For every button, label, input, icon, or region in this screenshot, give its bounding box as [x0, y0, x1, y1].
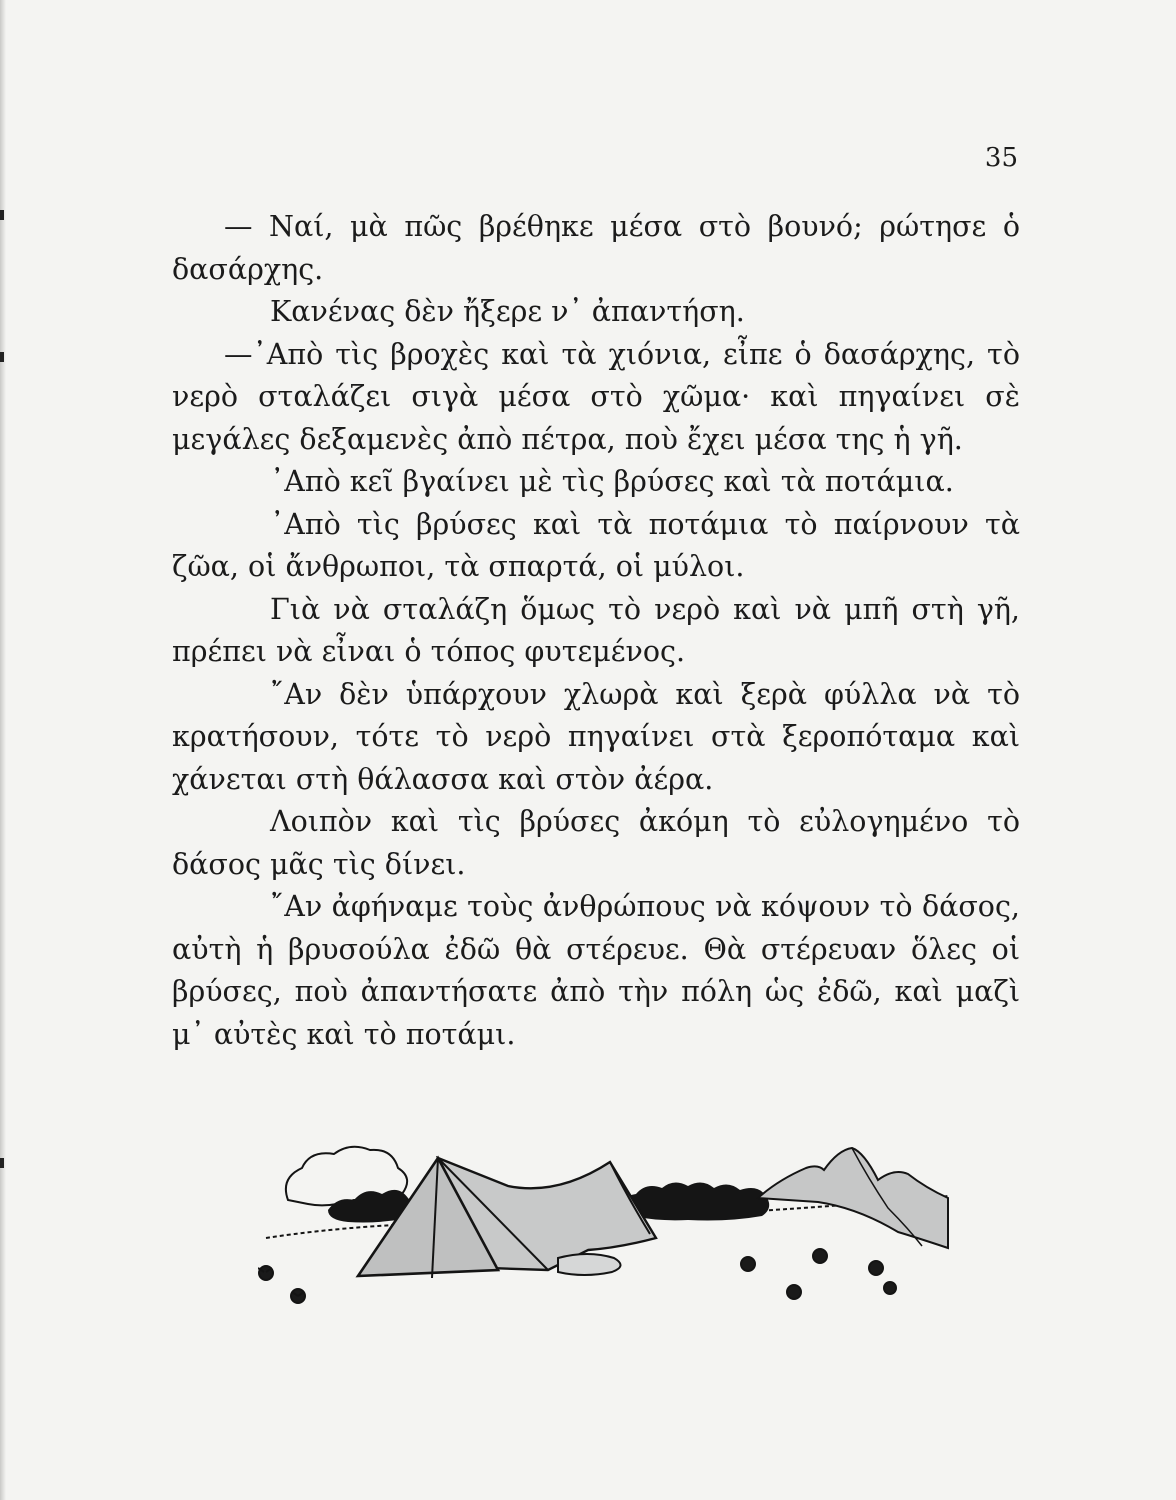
page-binding-edge [0, 0, 6, 1500]
paragraph-3: —᾿Απὸ τὶς βροχὲς καὶ τὰ χιόνια, εἶπε ὁ δασάρχης, τὸ νερὸ σταλάζει σιγὰ μέσα στὸ χῶμα· καὶ πηγαίνει σὲ μεγάλες δεξαμενὲς ἀπὸ πέτρα, ποὺ ἔχει μέσα της ἡ γῆ. [172, 337, 1020, 456]
paragraph-6: Γιὰ νὰ σταλάζη ὅμως τὸ νερὸ καὶ νὰ μπῆ στὴ γῆ, πρέπει νὰ εἶναι ὁ τόπος φυτεμένος. [172, 592, 1020, 668]
edge-mark [0, 210, 4, 220]
body-text [172, 206, 1020, 1056]
paragraph-5: ᾿Απὸ τὶς βρύσες καὶ τὰ ποτάμια τὸ παίρνουν τὰ ζῶα, οἱ ἄνθρωποι, τὰ σπαρτά, οἱ μύλοι. [172, 507, 1020, 583]
paragraph-2: Κανένας δὲν ἤξερε ν᾿ ἀπαντήση. [270, 295, 745, 328]
page-number: 35 [984, 143, 1018, 173]
paragraph-7: ῎Αν δὲν ὑπάρχουν χλωρὰ καὶ ξερὰ φύλλα νὰ τὸ κρατήσουν, τότε τὸ νερὸ πηγαίνει στὰ ξεροπόταμα καὶ χάνεται στὴ θάλασσα καὶ στὸν ἀέρα. [172, 677, 1020, 796]
mountains [758, 1148, 948, 1248]
tent-landscape-illustration [258, 1138, 958, 1328]
tent-bag [558, 1254, 621, 1275]
paragraph-8: Λοιπὸν καὶ τὶς βρύσες ἀκόμη τὸ εὐλογημένο τὸ δάσος μᾶς τὶς δίνει. [172, 805, 1020, 881]
edge-mark [0, 352, 4, 362]
paragraph-9: ῎Αν ἀφήναμε τοὺς ἀνθρώπους νὰ κόψουν τὸ δάσος, αὐτὴ ἡ βρυσούλα ἐδῶ θὰ στέρευε. Θὰ στέρευαν ὅλες οἱ βρύσες, ποὺ ἀπαντήσατε ἀπὸ τὴν πόλη ὡς ἐδῶ, καὶ μαζὶ μ᾿ αὐτὲς καὶ τὸ ποτάμι. [172, 890, 1020, 1051]
paragraph-4: ᾿Απὸ κεῖ βγαίνει μὲ τὶς βρύσες καὶ τὰ ποτάμια. [270, 465, 954, 498]
paragraph-1: — Ναί, μὰ πῶς βρέθηκε μέσα στὸ βουνό; ρώτησε ὁ δασάρχης. [172, 210, 1020, 286]
edge-mark [0, 1158, 4, 1168]
